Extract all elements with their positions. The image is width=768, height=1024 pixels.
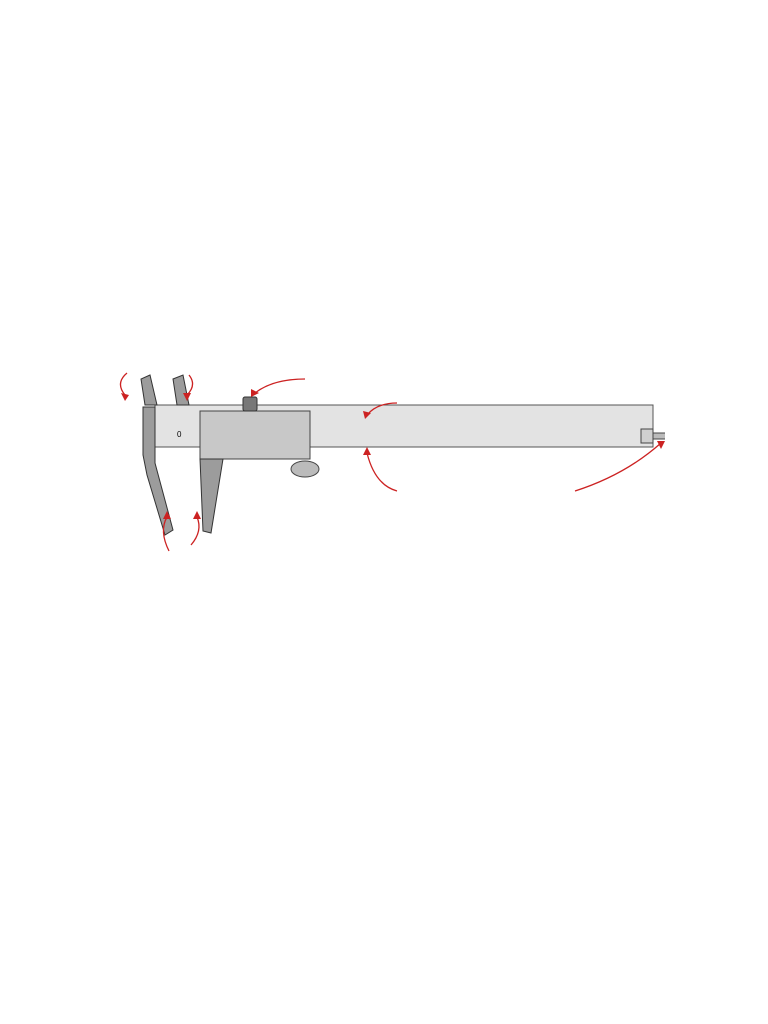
zero-mark: 0 (177, 430, 182, 439)
arrowhead (363, 447, 371, 455)
arrow-external-right (191, 517, 199, 545)
arrow-depth-blade (575, 443, 661, 491)
beam-end-cap (641, 429, 653, 443)
arrow-metric-scale (367, 453, 397, 491)
arrow-internal-left (120, 373, 127, 395)
arrow-internal-right (187, 375, 193, 395)
vernier-caliper-diagram (105, 345, 665, 580)
thumb-wheel (291, 461, 319, 477)
arrowhead (193, 511, 201, 519)
slider-internal-jaw (173, 375, 189, 405)
depth-blade (653, 433, 665, 439)
arrow-locking-screw (255, 379, 305, 393)
fixed-internal-jaw (141, 375, 157, 405)
locking-screw (243, 397, 257, 411)
slider-external-jaw (200, 459, 223, 533)
arrowhead (121, 393, 129, 401)
vernier-slider (200, 411, 310, 459)
